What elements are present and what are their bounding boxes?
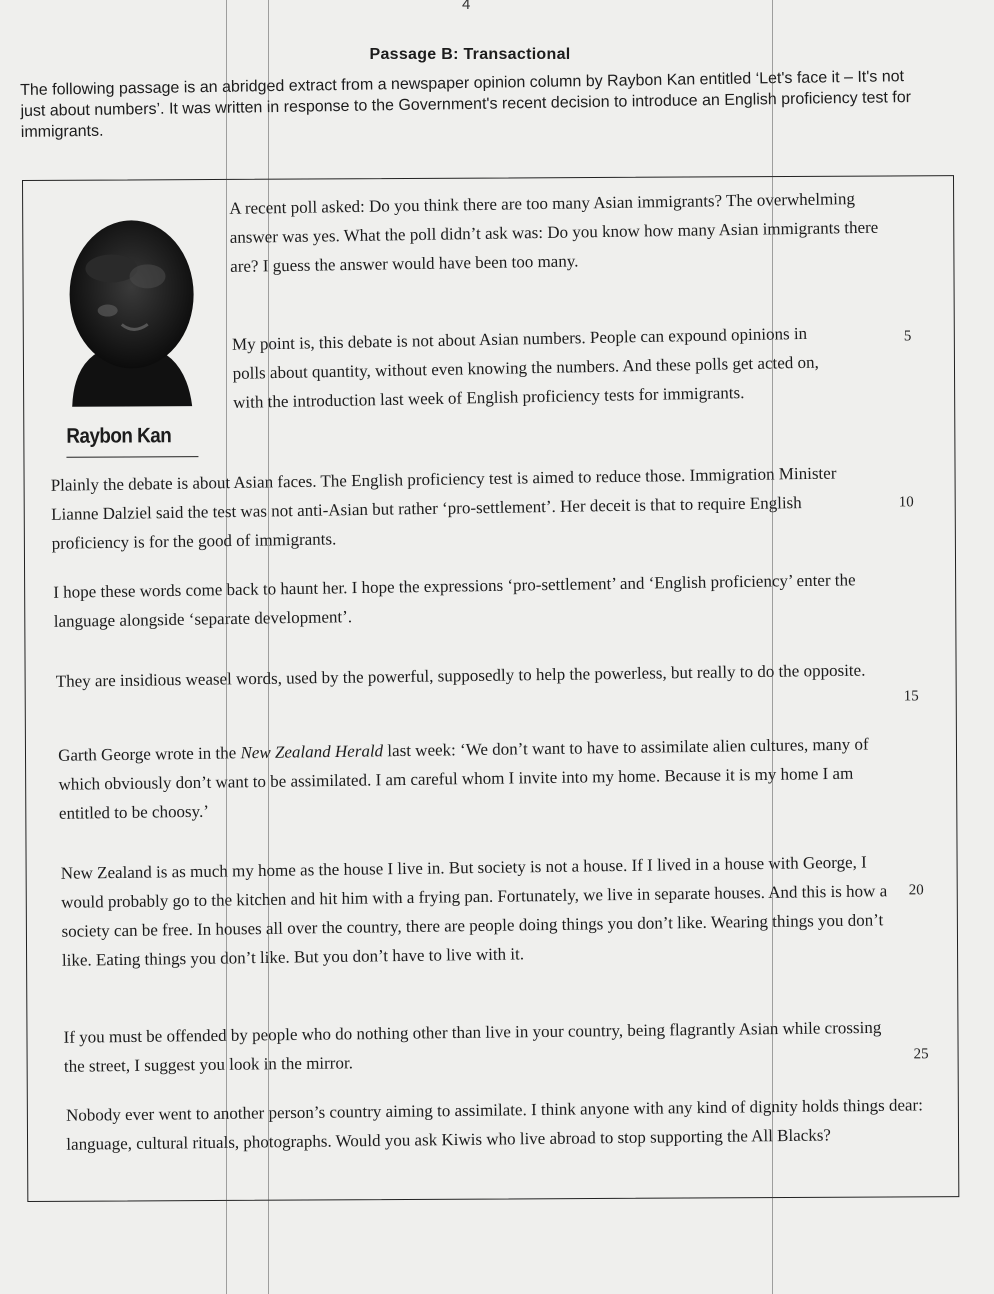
fold-line bbox=[226, 0, 227, 1294]
paragraph-6-start: Garth George wrote in the bbox=[58, 743, 241, 765]
paragraph-6 bbox=[58, 729, 889, 828]
line-number-10: 10 bbox=[898, 494, 914, 511]
fold-line bbox=[268, 0, 269, 1294]
paragraph-1: A recent poll asked: Do you think there are too many Asian immigrants? The overwhelming answer was yes. What the poll didn’t ask was: Do you know how many Asian immigrants there are? I guess the answer would have been too many. bbox=[229, 189, 879, 276]
page-number: 4 bbox=[462, 0, 471, 13]
paragraph-4: I hope these words come back to haunt her. I hope the expressions ‘pro-settlement’ and ‘English proficiency’ enter the language alongside ‘separate development’. bbox=[53, 570, 856, 631]
fold-line bbox=[772, 0, 773, 1294]
line-number-5: 5 bbox=[903, 328, 912, 345]
paragraph-7: New Zealand is as much my home as the house I live in. But society is not a house. If I lived in a house with George, I would probably go to the kitchen and hit him with a frying pan. Fortunately, we live in separate houses. And this is how a society can be free. In houses all over the country, there are people doing things you don’t like. Wearing things you don’t like. Eating things you don’t like. But you don’t have to live with it. bbox=[60, 852, 888, 970]
paragraph-9: Nobody ever went to another person’s country aiming to assimilate. I think anyone with any kind of dignity holds things dear: language, cultural rituals, photographs. Would you ask Kiwis who live abroad to stop supporting the All Blacks? bbox=[65, 1095, 923, 1154]
line-number-20: 20 bbox=[908, 882, 924, 899]
paragraph-5: They are insidious weasel words, used by the powerful, supposedly to help the powerless, but really to do the opposite. bbox=[55, 660, 866, 691]
article-box bbox=[22, 175, 959, 1202]
paragraph-8: If you must be offended by people who do nothing other than live in your country, being flagrantly Asian while crossing the street, I suggest you look in the mirror. bbox=[63, 1017, 882, 1076]
author-photo bbox=[51, 206, 208, 423]
newspaper-title: New Zealand Herald bbox=[240, 741, 384, 763]
paragraph-3: Plainly the debate is about Asian faces. The English proficiency test is aimed to reduce those. Immigration Minister Lianne Dalziel said the test was not anti-Asian but rather ‘pro-settlement’. Her deceit is that to require English proficiency is for the good of immigrants. bbox=[50, 463, 837, 553]
line-number-25: 25 bbox=[913, 1046, 929, 1063]
photo-caption: Raybon Kan bbox=[66, 424, 172, 448]
line-number-15: 15 bbox=[903, 688, 919, 705]
paragraph-2: My point is, this debate is not about Asian numbers. People can expound opinions in polls about quantity, without even knowing the numbers. And these polls get acted on, with the introduction last week of English proficiency tests for immigrants. bbox=[231, 323, 819, 412]
passage-intro: The following passage is an abridged extract from a newspaper opinion column by Raybon Kan entitled ‘Let's face it – It's not just about numbers’. It was written in response to the Government's recent decision to introduce an English proficiency test for immigrants. bbox=[20, 68, 912, 141]
paragraph-6-rest: last week: ‘We don’t want to have to assimilate alien cultures, many of which obviously don’t want to be assimilated. I am careful whom I invite into my home. Because it is my home I am entitled to be choosy.’ bbox=[58, 734, 869, 823]
caption-underline bbox=[66, 456, 198, 458]
passage-title: Passage B: Transactional bbox=[369, 46, 571, 63]
